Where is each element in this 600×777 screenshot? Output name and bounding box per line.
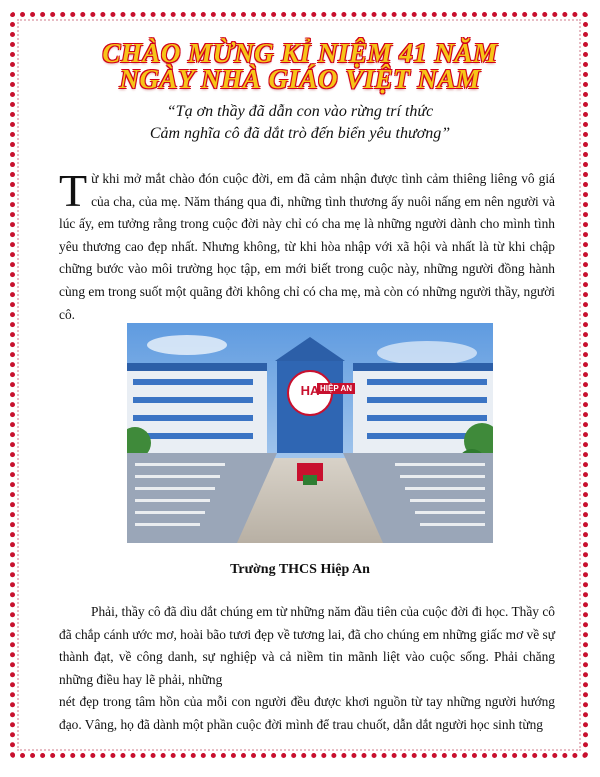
drop-cap: T (59, 165, 88, 216)
paragraph-intro (59, 165, 555, 326)
quote-line-2: Cảm nghĩa cô đã dắt trò đến biển yêu thương” (149, 125, 451, 142)
photo-caption: Trường THCS Hiệp An (230, 562, 370, 577)
school-photo (127, 323, 493, 543)
paragraph-intro-text: ừ khi mở mắt chào đón cuộc đời, em đã cảm nhận được tình cảm thiêng liêng vô giá của cha, của mẹ. Năm tháng qua đi, những tình thương ấy nuôi nấng em nên người và lúc ấy, em tưởng rằng trong cuộc đời này chỉ có cha mẹ là những người dành cho mình tình yêu thương cao đẹp nhất. Nhưng không, từ khi hòa nhập với xã hội và nhất là từ khi chập chững bước vào môi trường học tập, em mới biết trong cuộc này, những người đồng hành cùng em trong suốt một quãng đời không chỉ có cha mẹ, mà còn có những người thầy, người cô. (59, 171, 555, 322)
quote-line-1: “Tạ ơn thầy đã dẫn con vào rừng trí thức (166, 103, 434, 120)
school-sign: HIỆP AN (317, 383, 355, 394)
paragraph-body-text-1: Phải, thầy cô đã dìu dắt chúng em từ những năm đầu tiên của cuộc đời đi học. Thầy cô đã chắp cánh ước mơ, hoài bão tươi đẹp về tương lai, đã cho chúng em những giấc mơ về sự thành đạt, về công danh, sự nghiệp và cả niềm tin mãnh liệt vào cuộc sống. Phải chăng những điều hay lẽ phải, những (59, 604, 555, 687)
paragraph-body-text-2: nét đẹp trong tâm hồn của mỗi con người đều được khơi nguồn từ tay những người hướng đạo. Vâng, họ đã dành một phần cuộc đời mình để trau chuốt, dẫn dắt người học sinh từng (59, 694, 555, 732)
title-line-2: NGÀY NHÀ GIÁO VIỆT NAM (119, 64, 481, 94)
paragraph-body (59, 601, 555, 737)
school-logo-letters: HA (300, 383, 320, 398)
title-line-1: CHÀO MỪNG KỈ NIỆM 41 NĂM (102, 38, 498, 68)
